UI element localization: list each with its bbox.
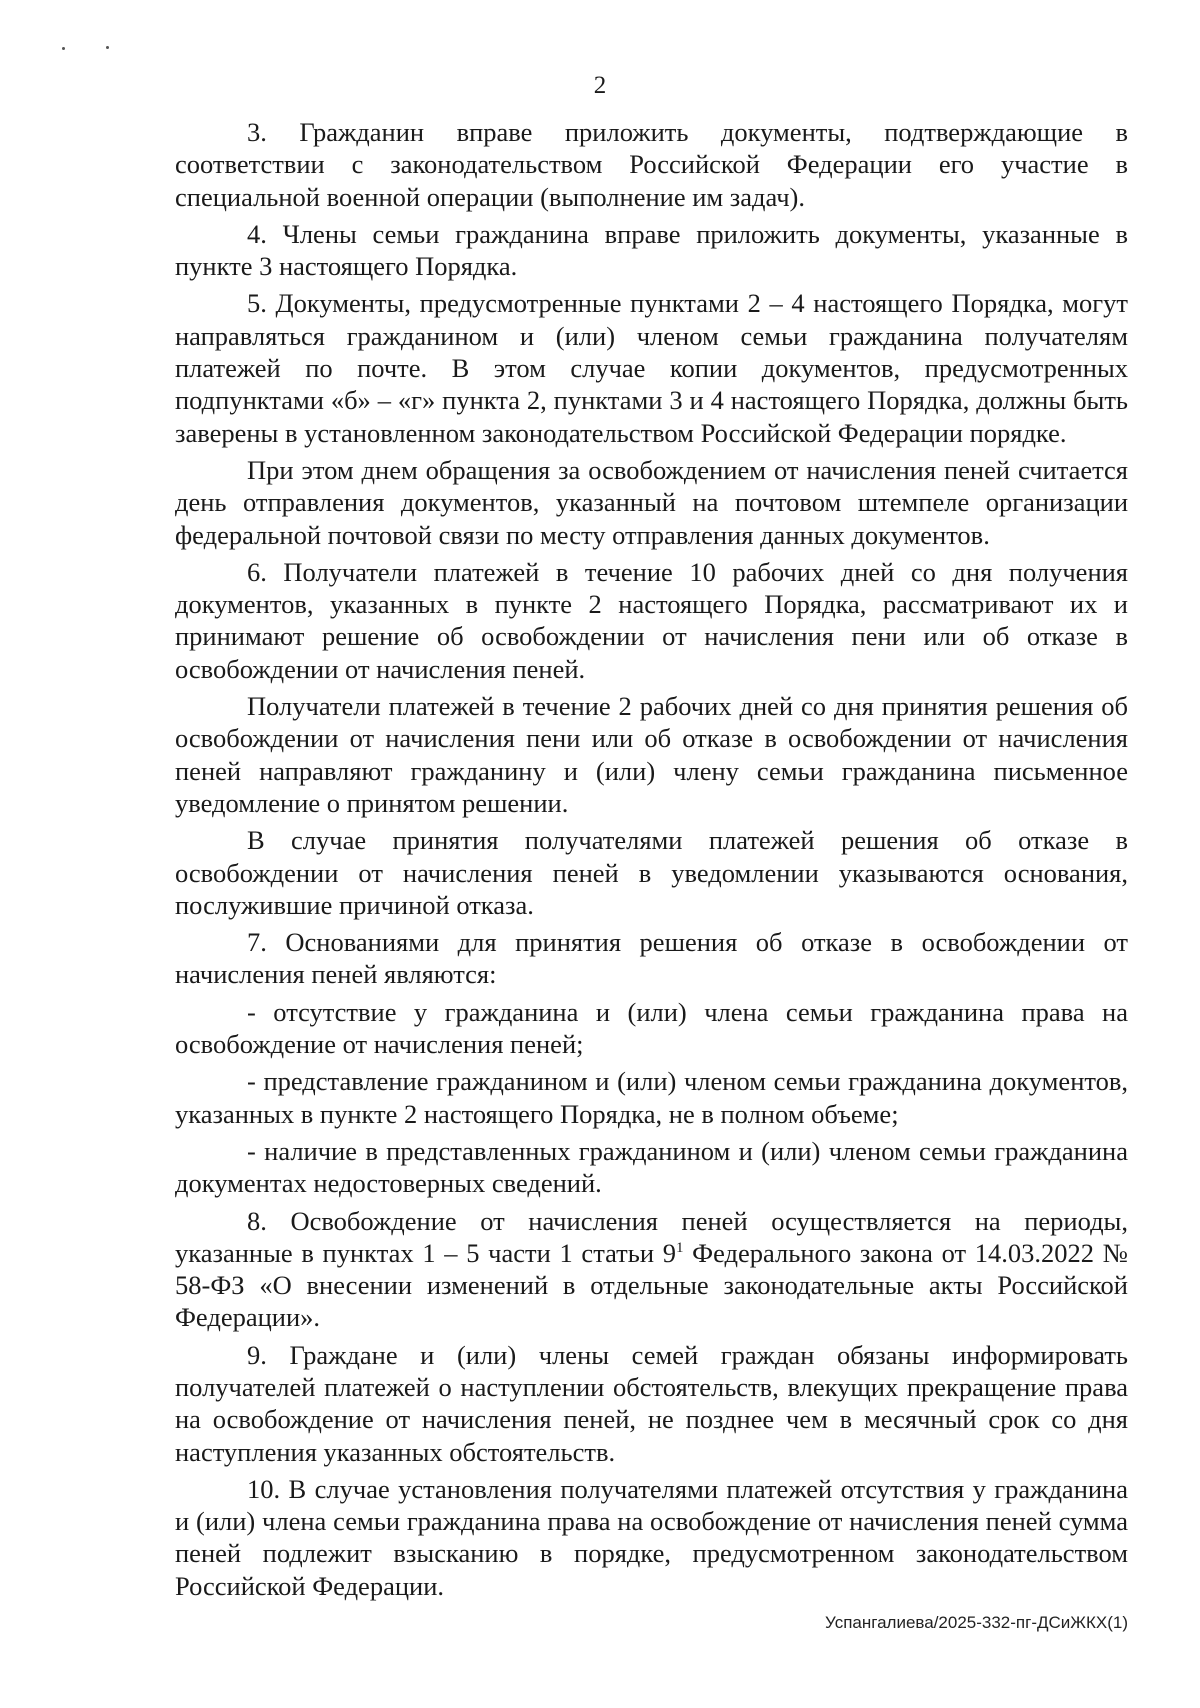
paragraph-7-item-2: - представление гражданином и (или) членом семьи гражданина документов, указанных в пункте 2 настоящего Порядка, не в полном объеме; bbox=[175, 1066, 1128, 1129]
paragraph-8 bbox=[175, 1205, 1128, 1334]
paragraph-5-continued: При этом днем обращения за освобождением от начисления пеней считается день отправления документов, указанный на почтовом штемпеле организации федеральной почтовой связи по месту отправления данных документов. bbox=[175, 454, 1128, 550]
paragraph-7: 7. Основаниями для принятия решения об отказе в освобождении от начисления пеней являются: bbox=[175, 927, 1128, 990]
paragraph-6-refusal: В случае принятия получателями платежей решения об отказе в освобождении от начисления пеней в уведомлении указываются основания, послужившие причиной отказа. bbox=[175, 825, 1128, 920]
scan-dot bbox=[62, 47, 65, 50]
paragraph-6: 6. Получатели платежей в течение 10 рабочих дней со дня получения документов, указанных в пункте 2 настоящего Порядка, рассматривают их и принимают решение об освобождении от начисления пени или об отказе в освобождении от начисления пеней. bbox=[175, 556, 1128, 684]
document-code: Успангалиева/2025-332-пг-ДСиЖКХ(1) bbox=[825, 1613, 1128, 1632]
paragraph-6-notification: Получатели платежей в течение 2 рабочих дней со дня принятия решения об освобождении от начисления пени или об отказе в освобождении от начисления пеней направляют гражданину и (или) члену семьи гражданина письменное уведомление о принятом решении. bbox=[175, 691, 1128, 818]
paragraph-7-item-3: - наличие в представленных гражданином и (или) членом семьи гражданина документах недостоверных сведений. bbox=[175, 1135, 1128, 1199]
page-number: 2 bbox=[593, 72, 607, 99]
paragraph-7-item-1: - отсутствие у гражданина и (или) члена семьи гражданина права на освобождение от начисления пеней; bbox=[175, 996, 1128, 1060]
paragraph-8-text-end: Федерального закона от 14.03.2022 № 58-ФЗ «О внесении изменений в отдельные законодательные акты Российской Федерации». bbox=[175, 1237, 1128, 1333]
document-body bbox=[175, 116, 1128, 1607]
scan-dot bbox=[106, 46, 109, 49]
superscript: 1 bbox=[675, 1239, 684, 1256]
paragraph-4: 4. Члены семьи гражданина вправе приложить документы, указанные в пункте 3 настоящего Порядка. bbox=[175, 218, 1128, 282]
paragraph-8-text: 8. Освобождение от начисления пеней осуществляется на периоды, указанные в пунктах 1 – 5 части 1 статьи 9 bbox=[175, 1205, 1128, 1268]
paragraph-10: 10. В случае установления получателями платежей отсутствия у гражданина и (или) члена семьи гражданина права на освобождение от начисления пеней сумма пеней подлежит взысканию в порядке, предусмотренном законодательством Российской Федерации. bbox=[175, 1473, 1128, 1601]
paragraph-3: 3. Гражданин вправе приложить документы, подтверждающие в соответствии с законодательством Российской Федерации его участие в специальной военной операции (выполнение им задач). bbox=[175, 117, 1128, 212]
paragraph-5: 5. Документы, предусмотренные пунктами 2 – 4 настоящего Порядка, могут направляться гражданином и (или) членом семьи гражданина получателям платежей по почте. В этом случае копии документов, предусмотренных подпунктами «б» – «г» пункта 2, пунктами 3 и 4 настоящего Порядка, должны быть заверены в установленном законодательством Российской Федерации порядке. bbox=[175, 288, 1128, 448]
paragraph-9: 9. Граждане и (или) члены семей граждан обязаны информировать получателей платежей о наступлении обстоятельств, влекущих прекращение права на освобождение от начисления пеней, не позднее чем в месячный срок со дня наступления указанных обстоятельств. bbox=[175, 1339, 1128, 1467]
